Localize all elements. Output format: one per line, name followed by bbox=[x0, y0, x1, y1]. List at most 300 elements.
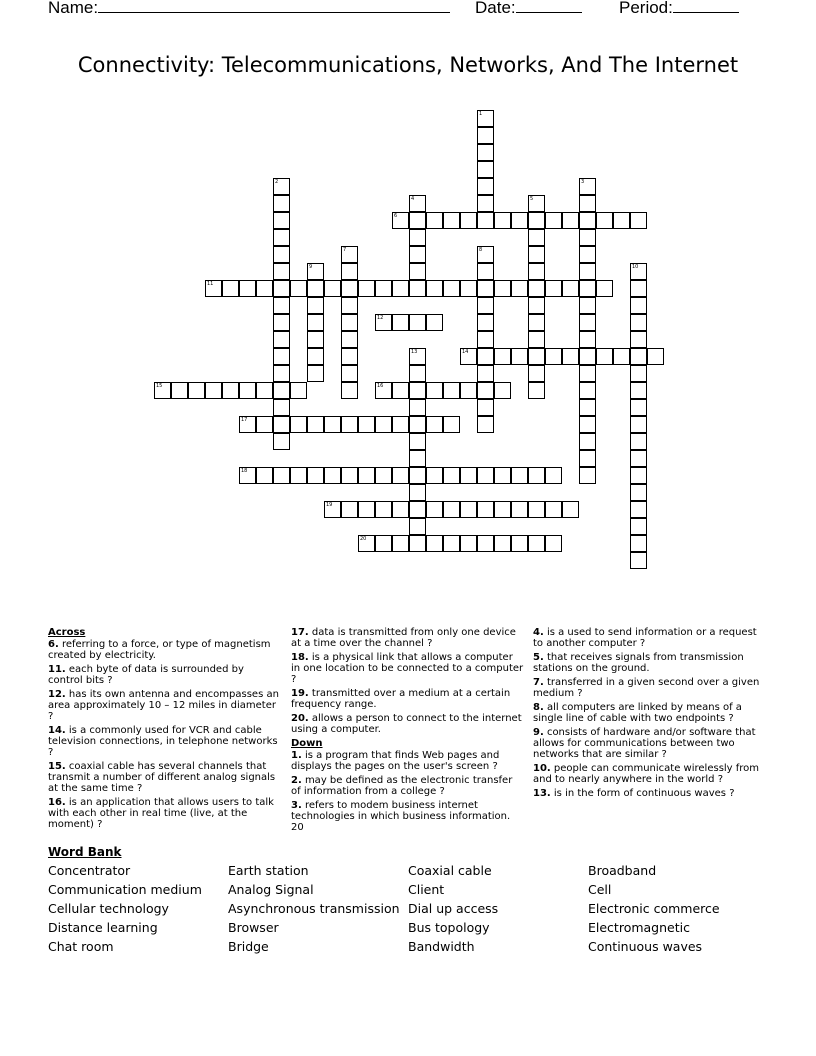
crossword-cell[interactable] bbox=[341, 314, 358, 331]
word-bank-item: Bandwidth bbox=[408, 939, 475, 954]
word-bank-item: Dial up access bbox=[408, 901, 499, 916]
crossword-cell[interactable] bbox=[222, 280, 239, 297]
crossword-cell[interactable] bbox=[409, 348, 426, 365]
crossword-cell[interactable] bbox=[579, 416, 596, 433]
crossword-cell[interactable] bbox=[562, 348, 579, 365]
crossword-cell[interactable] bbox=[273, 399, 290, 416]
across-heading: Across bbox=[48, 627, 86, 638]
crossword-cell[interactable] bbox=[188, 382, 205, 399]
crossword-cell[interactable] bbox=[511, 212, 528, 229]
crossword-cell[interactable] bbox=[273, 416, 290, 433]
crossword-cell[interactable] bbox=[528, 280, 545, 297]
crossword-cell[interactable] bbox=[477, 144, 494, 161]
clue-text: transmitted over a medium at a certain frequency range. bbox=[291, 688, 511, 710]
crossword-cell[interactable] bbox=[579, 433, 596, 450]
crossword-cell[interactable] bbox=[341, 416, 358, 433]
crossword-cell[interactable] bbox=[341, 331, 358, 348]
clue-item bbox=[291, 750, 525, 772]
crossword-cell[interactable] bbox=[579, 212, 596, 229]
crossword-cell[interactable] bbox=[273, 195, 290, 212]
clue-text: has its own antenna and encompasses an area approximately 10 – 12 miles in diameter ? bbox=[48, 689, 279, 722]
cell-number: 15 bbox=[156, 383, 163, 389]
crossword-cell[interactable] bbox=[341, 246, 358, 263]
crossword-cell[interactable] bbox=[426, 535, 443, 552]
crossword-cell[interactable] bbox=[528, 229, 545, 246]
crossword-cell[interactable] bbox=[630, 416, 647, 433]
crossword-cell[interactable] bbox=[409, 212, 426, 229]
cell-number: 4 bbox=[411, 196, 415, 202]
crossword-cell[interactable] bbox=[409, 399, 426, 416]
clue-item bbox=[533, 652, 763, 674]
crossword-cell[interactable] bbox=[460, 212, 477, 229]
word-bank-item: Communication medium bbox=[48, 882, 202, 897]
crossword-cell[interactable] bbox=[562, 212, 579, 229]
crossword-cell[interactable] bbox=[409, 501, 426, 518]
clue-number: 11. bbox=[48, 664, 66, 675]
clue-number: 10. bbox=[533, 763, 551, 774]
crossword-cell[interactable] bbox=[392, 212, 409, 229]
crossword-cell[interactable] bbox=[341, 501, 358, 518]
crossword-cell[interactable] bbox=[511, 535, 528, 552]
crossword-cell[interactable] bbox=[341, 297, 358, 314]
word-bank-item: Analog Signal bbox=[228, 882, 314, 897]
crossword-cell[interactable] bbox=[613, 348, 630, 365]
crossword-cell[interactable] bbox=[630, 297, 647, 314]
crossword-cell[interactable] bbox=[409, 229, 426, 246]
clue-number: 18. bbox=[291, 652, 309, 663]
period-label: Period: bbox=[619, 0, 673, 17]
crossword-cell[interactable] bbox=[545, 501, 562, 518]
crossword-cell[interactable] bbox=[460, 501, 477, 518]
crossword-cell[interactable] bbox=[528, 212, 545, 229]
crossword-cell[interactable] bbox=[528, 501, 545, 518]
crossword-cell[interactable] bbox=[596, 348, 613, 365]
crossword-cell[interactable] bbox=[545, 467, 562, 484]
crossword-cell[interactable] bbox=[426, 382, 443, 399]
crossword-cell[interactable] bbox=[494, 212, 511, 229]
cell-number: 18 bbox=[241, 468, 248, 474]
crossword-cell[interactable] bbox=[409, 263, 426, 280]
clue-text: coaxial cable has several channels that transmit a number of different analog signals at the same time ? bbox=[48, 761, 276, 794]
crossword-cell[interactable] bbox=[375, 501, 392, 518]
crossword-cell[interactable] bbox=[392, 280, 409, 297]
crossword-cell[interactable] bbox=[477, 382, 494, 399]
crossword-cell[interactable] bbox=[273, 348, 290, 365]
crossword-cell[interactable] bbox=[290, 280, 307, 297]
crossword-cell[interactable] bbox=[409, 416, 426, 433]
crossword-cell[interactable] bbox=[341, 365, 358, 382]
crossword-cell[interactable] bbox=[307, 467, 324, 484]
crossword-cell[interactable] bbox=[426, 467, 443, 484]
crossword-cell[interactable] bbox=[630, 399, 647, 416]
crossword-cell[interactable] bbox=[579, 399, 596, 416]
crossword-cell[interactable] bbox=[273, 263, 290, 280]
crossword-cell[interactable] bbox=[579, 280, 596, 297]
crossword-cell[interactable] bbox=[477, 161, 494, 178]
cell-number: 2 bbox=[275, 179, 279, 185]
crossword-cell[interactable] bbox=[528, 297, 545, 314]
name-label: Name: bbox=[48, 0, 99, 17]
clue-item bbox=[291, 775, 525, 797]
crossword-cell[interactable] bbox=[477, 331, 494, 348]
crossword-cell[interactable] bbox=[477, 416, 494, 433]
crossword-cell[interactable] bbox=[579, 467, 596, 484]
crossword-cell[interactable] bbox=[460, 535, 477, 552]
crossword-cell[interactable] bbox=[375, 467, 392, 484]
crossword-cell[interactable] bbox=[256, 382, 273, 399]
clue-item bbox=[291, 652, 525, 685]
crossword-cell[interactable] bbox=[409, 314, 426, 331]
crossword-cell[interactable] bbox=[443, 467, 460, 484]
crossword-cell[interactable] bbox=[579, 382, 596, 399]
clue-item bbox=[48, 664, 280, 686]
crossword-cell[interactable] bbox=[341, 280, 358, 297]
clue-text: that receives signals from transmission stations on the ground. bbox=[533, 652, 744, 674]
crossword-cell[interactable] bbox=[630, 348, 647, 365]
crossword-cell[interactable] bbox=[630, 484, 647, 501]
cell-number: 11 bbox=[207, 281, 214, 287]
crossword-cell[interactable] bbox=[477, 535, 494, 552]
crossword-cell[interactable] bbox=[341, 467, 358, 484]
crossword-cell[interactable] bbox=[477, 280, 494, 297]
clue-number: 20. bbox=[291, 713, 309, 724]
crossword-cell[interactable] bbox=[494, 501, 511, 518]
crossword-cell[interactable] bbox=[358, 501, 375, 518]
crossword-cell[interactable] bbox=[630, 331, 647, 348]
crossword-cell[interactable] bbox=[324, 280, 341, 297]
crossword-cell[interactable] bbox=[426, 212, 443, 229]
crossword-cell[interactable] bbox=[579, 331, 596, 348]
crossword-cell[interactable] bbox=[273, 365, 290, 382]
crossword-cell[interactable] bbox=[273, 280, 290, 297]
crossword-cell[interactable] bbox=[290, 382, 307, 399]
crossword-cell[interactable] bbox=[358, 280, 375, 297]
clue-number: 19. bbox=[291, 688, 309, 699]
crossword-cell[interactable] bbox=[460, 280, 477, 297]
clues-column-3 bbox=[533, 627, 763, 802]
crossword-cell[interactable] bbox=[630, 450, 647, 467]
crossword-cell[interactable] bbox=[375, 382, 392, 399]
cell-number: 14 bbox=[462, 349, 469, 355]
crossword-cell[interactable] bbox=[375, 280, 392, 297]
clue-number: 12. bbox=[48, 689, 66, 700]
crossword-cell[interactable] bbox=[358, 535, 375, 552]
crossword-cell[interactable] bbox=[630, 382, 647, 399]
crossword-cell[interactable] bbox=[426, 314, 443, 331]
crossword-cell[interactable] bbox=[528, 348, 545, 365]
crossword-cell[interactable] bbox=[409, 382, 426, 399]
clue-text: is a program that finds Web pages and displays the pages on the user's screen ? bbox=[291, 750, 500, 772]
crossword-cell[interactable] bbox=[409, 195, 426, 212]
crossword-cell[interactable] bbox=[630, 433, 647, 450]
crossword-cell[interactable] bbox=[392, 535, 409, 552]
crossword-cell[interactable] bbox=[579, 365, 596, 382]
crossword-cell[interactable] bbox=[511, 467, 528, 484]
clue-text: people can communicate wirelessly from and to nearly anywhere in the world ? bbox=[533, 763, 760, 785]
crossword-cell[interactable] bbox=[392, 501, 409, 518]
crossword-cell[interactable] bbox=[494, 467, 511, 484]
crossword-cell[interactable] bbox=[477, 467, 494, 484]
crossword-cell[interactable] bbox=[528, 246, 545, 263]
clue-number: 7. bbox=[533, 677, 544, 688]
crossword-cell[interactable] bbox=[273, 467, 290, 484]
crossword-cell[interactable] bbox=[171, 382, 188, 399]
crossword-cell[interactable] bbox=[273, 382, 290, 399]
crossword-cell[interactable] bbox=[409, 535, 426, 552]
crossword-cell[interactable] bbox=[443, 212, 460, 229]
crossword-cell[interactable] bbox=[528, 314, 545, 331]
word-bank-item: Broadband bbox=[588, 863, 657, 878]
crossword-cell[interactable] bbox=[205, 382, 222, 399]
crossword-cell[interactable] bbox=[392, 467, 409, 484]
word-bank-item: Chat room bbox=[48, 939, 114, 954]
clue-text: refers to modem business internet technologies in which business information. 20 bbox=[291, 800, 511, 833]
crossword-cell[interactable] bbox=[630, 314, 647, 331]
clue-number: 14. bbox=[48, 725, 66, 736]
crossword-cell[interactable] bbox=[205, 280, 222, 297]
crossword-cell[interactable] bbox=[409, 280, 426, 297]
crossword-cell[interactable] bbox=[409, 365, 426, 382]
crossword-cell[interactable] bbox=[307, 331, 324, 348]
crossword-cell[interactable] bbox=[545, 535, 562, 552]
crossword-cell[interactable] bbox=[409, 467, 426, 484]
clue-item bbox=[291, 688, 525, 710]
crossword-cell[interactable] bbox=[273, 178, 290, 195]
crossword-cell[interactable] bbox=[154, 382, 171, 399]
crossword-cell[interactable] bbox=[324, 467, 341, 484]
crossword-cell[interactable] bbox=[273, 433, 290, 450]
crossword-cell[interactable] bbox=[256, 280, 273, 297]
crossword-cell[interactable] bbox=[630, 467, 647, 484]
crossword-cell[interactable] bbox=[392, 382, 409, 399]
crossword-cell[interactable] bbox=[324, 501, 341, 518]
cell-number: 8 bbox=[479, 247, 483, 253]
crossword-cell[interactable] bbox=[477, 178, 494, 195]
cell-number: 16 bbox=[377, 383, 384, 389]
crossword-cell[interactable] bbox=[562, 280, 579, 297]
crossword-cell[interactable] bbox=[307, 297, 324, 314]
crossword-cell[interactable] bbox=[528, 467, 545, 484]
clue-number: 9. bbox=[533, 727, 544, 738]
crossword-cell[interactable] bbox=[392, 314, 409, 331]
crossword-cell[interactable] bbox=[409, 518, 426, 535]
crossword-cell[interactable] bbox=[341, 263, 358, 280]
crossword-cell[interactable] bbox=[443, 280, 460, 297]
crossword-cell[interactable] bbox=[460, 467, 477, 484]
crossword-cell[interactable] bbox=[528, 331, 545, 348]
crossword-cell[interactable] bbox=[443, 535, 460, 552]
word-bank-item: Bridge bbox=[228, 939, 269, 954]
crossword-cell[interactable] bbox=[375, 416, 392, 433]
crossword-cell[interactable] bbox=[494, 382, 511, 399]
crossword-cell[interactable] bbox=[358, 467, 375, 484]
cell-number: 6 bbox=[394, 213, 398, 219]
crossword-cell[interactable] bbox=[528, 195, 545, 212]
crossword-cell[interactable] bbox=[477, 399, 494, 416]
cell-number: 10 bbox=[632, 264, 639, 270]
crossword-cell[interactable] bbox=[477, 365, 494, 382]
down-heading: Down bbox=[291, 738, 323, 749]
crossword-cell[interactable] bbox=[477, 110, 494, 127]
crossword-cell[interactable] bbox=[579, 314, 596, 331]
word-bank-title: Word Bank bbox=[48, 845, 122, 859]
crossword-cell[interactable] bbox=[579, 297, 596, 314]
crossword-cell[interactable] bbox=[375, 535, 392, 552]
clue-item bbox=[48, 761, 280, 794]
crossword-cell[interactable] bbox=[579, 195, 596, 212]
crossword-cell[interactable] bbox=[494, 348, 511, 365]
crossword-cell[interactable] bbox=[239, 280, 256, 297]
clue-text: consists of hardware and/or software that allows for communications between two networks that are similar ? bbox=[533, 727, 756, 760]
crossword-cell[interactable] bbox=[477, 246, 494, 263]
clue-number: 4. bbox=[533, 627, 544, 638]
crossword-cell[interactable] bbox=[596, 280, 613, 297]
crossword-cell[interactable] bbox=[273, 314, 290, 331]
clue-text: is in the form of continuous waves ? bbox=[550, 788, 735, 799]
clues-column-1 bbox=[48, 627, 280, 833]
crossword-cell[interactable] bbox=[256, 467, 273, 484]
crossword-cell[interactable] bbox=[341, 382, 358, 399]
crossword-cell[interactable] bbox=[494, 280, 511, 297]
crossword-cell[interactable] bbox=[307, 263, 324, 280]
crossword-cell[interactable] bbox=[307, 348, 324, 365]
clue-text: transferred in a given second over a given medium ? bbox=[533, 677, 760, 699]
crossword-cell[interactable] bbox=[545, 212, 562, 229]
crossword-cell[interactable] bbox=[630, 552, 647, 569]
crossword-cell[interactable] bbox=[239, 467, 256, 484]
crossword-cell[interactable] bbox=[477, 263, 494, 280]
crossword-cell[interactable] bbox=[477, 348, 494, 365]
clue-item bbox=[48, 639, 280, 661]
crossword-cell[interactable] bbox=[307, 280, 324, 297]
crossword-cell[interactable] bbox=[273, 212, 290, 229]
crossword-cell[interactable] bbox=[307, 416, 324, 433]
crossword-cell[interactable] bbox=[341, 348, 358, 365]
clue-number: 5. bbox=[533, 652, 544, 663]
crossword-cell[interactable] bbox=[630, 212, 647, 229]
crossword-cell[interactable] bbox=[579, 229, 596, 246]
crossword-cell[interactable] bbox=[528, 263, 545, 280]
cell-number: 1 bbox=[479, 111, 483, 117]
crossword-cell[interactable] bbox=[579, 348, 596, 365]
crossword-cell[interactable] bbox=[409, 433, 426, 450]
crossword-cell[interactable] bbox=[579, 178, 596, 195]
word-bank-item: Asynchronous transmission bbox=[228, 901, 400, 916]
cell-number: 20 bbox=[360, 536, 367, 542]
crossword-cell[interactable] bbox=[579, 246, 596, 263]
crossword-cell[interactable] bbox=[511, 501, 528, 518]
across-clue-list bbox=[48, 639, 280, 830]
crossword-cell[interactable] bbox=[511, 280, 528, 297]
clue-text: all computers are linked by means of a single line of cable with two endpoints ? bbox=[533, 702, 742, 724]
clue-item bbox=[533, 727, 763, 760]
crossword-cell[interactable] bbox=[579, 263, 596, 280]
crossword-cell[interactable] bbox=[596, 212, 613, 229]
crossword-cell[interactable] bbox=[256, 416, 273, 433]
clue-item bbox=[533, 702, 763, 724]
crossword-cell[interactable] bbox=[273, 246, 290, 263]
crossword-cell[interactable] bbox=[511, 348, 528, 365]
crossword-cell[interactable] bbox=[239, 382, 256, 399]
clue-item bbox=[291, 713, 525, 735]
cell-number: 5 bbox=[530, 196, 534, 202]
crossword-cell[interactable] bbox=[630, 535, 647, 552]
crossword-cell[interactable] bbox=[562, 501, 579, 518]
crossword-cell[interactable] bbox=[426, 501, 443, 518]
crossword-cell[interactable] bbox=[273, 229, 290, 246]
word-bank-item: Coaxial cable bbox=[408, 863, 492, 878]
crossword-cell[interactable] bbox=[630, 280, 647, 297]
crossword-cell[interactable] bbox=[443, 382, 460, 399]
crossword-cell[interactable] bbox=[375, 314, 392, 331]
crossword-cell[interactable] bbox=[630, 365, 647, 382]
cell-number: 3 bbox=[581, 179, 585, 185]
crossword-cell[interactable] bbox=[545, 280, 562, 297]
crossword-cell[interactable] bbox=[239, 416, 256, 433]
crossword-cell[interactable] bbox=[460, 348, 477, 365]
crossword-cell[interactable] bbox=[477, 501, 494, 518]
clue-text: is a physical link that allows a computer in one location to be connected to a computer ? bbox=[291, 652, 524, 685]
crossword-cell[interactable] bbox=[273, 297, 290, 314]
crossword-cell[interactable] bbox=[409, 246, 426, 263]
word-bank-item: Client bbox=[408, 882, 445, 897]
clue-text: data is transmitted from only one device at a time over the channel ? bbox=[291, 627, 516, 649]
crossword-cell[interactable] bbox=[613, 212, 630, 229]
clue-item bbox=[291, 627, 525, 649]
crossword-cell[interactable] bbox=[477, 195, 494, 212]
crossword-cell[interactable] bbox=[528, 535, 545, 552]
crossword-cell[interactable] bbox=[290, 416, 307, 433]
crossword-cell[interactable] bbox=[630, 518, 647, 535]
word-bank-item: Electronic commerce bbox=[588, 901, 720, 916]
crossword-cell[interactable] bbox=[477, 297, 494, 314]
clue-item bbox=[48, 689, 280, 722]
crossword-cell[interactable] bbox=[443, 416, 460, 433]
crossword-cell[interactable] bbox=[324, 416, 341, 433]
crossword-cell[interactable] bbox=[630, 501, 647, 518]
crossword-cell[interactable] bbox=[358, 416, 375, 433]
word-bank-item: Bus topology bbox=[408, 920, 490, 935]
clue-item bbox=[291, 800, 525, 833]
crossword-cell[interactable] bbox=[307, 365, 324, 382]
crossword-cell[interactable] bbox=[409, 484, 426, 501]
clue-number: 16. bbox=[48, 797, 66, 808]
crossword-cell[interactable] bbox=[477, 127, 494, 144]
crossword-cell[interactable] bbox=[290, 467, 307, 484]
crossword-cell[interactable] bbox=[494, 535, 511, 552]
crossword-cell[interactable] bbox=[477, 314, 494, 331]
crossword-cell[interactable] bbox=[222, 382, 239, 399]
crossword-cell[interactable] bbox=[630, 263, 647, 280]
crossword-cell[interactable] bbox=[426, 280, 443, 297]
crossword-cell[interactable] bbox=[426, 416, 443, 433]
crossword-cell[interactable] bbox=[477, 212, 494, 229]
crossword-cell[interactable] bbox=[545, 348, 562, 365]
crossword-cell[interactable] bbox=[579, 450, 596, 467]
word-bank-item: Cell bbox=[588, 882, 612, 897]
cell-number: 7 bbox=[343, 247, 347, 253]
crossword-cell[interactable] bbox=[307, 314, 324, 331]
word-bank-item: Distance learning bbox=[48, 920, 158, 935]
crossword-cell[interactable] bbox=[647, 348, 664, 365]
crossword-cell[interactable] bbox=[392, 416, 409, 433]
crossword-cell[interactable] bbox=[528, 382, 545, 399]
crossword-cell[interactable] bbox=[273, 331, 290, 348]
crossword-cell[interactable] bbox=[443, 501, 460, 518]
crossword-cell[interactable] bbox=[528, 365, 545, 382]
crossword-cell[interactable] bbox=[460, 382, 477, 399]
crossword-cell[interactable] bbox=[409, 450, 426, 467]
